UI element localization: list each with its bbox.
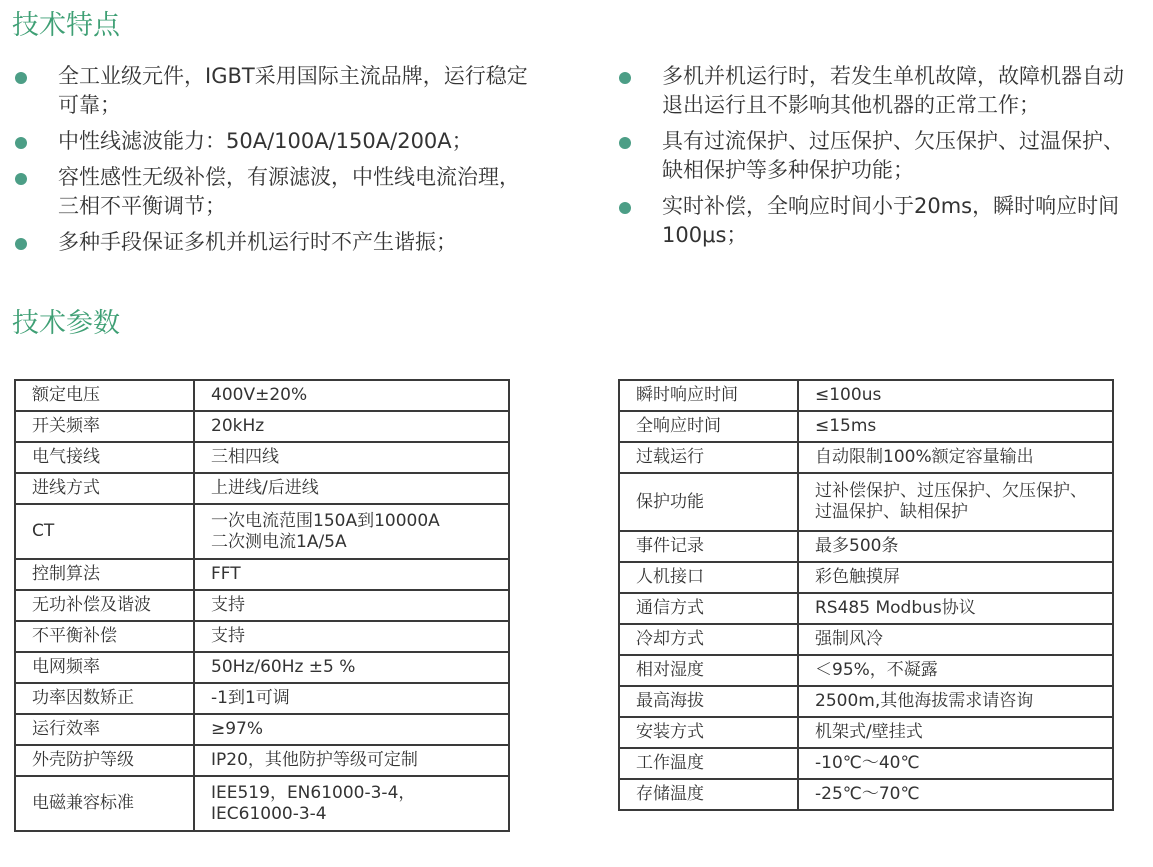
param-label: 控制算法	[15, 559, 194, 590]
bullet-dot-icon	[15, 238, 27, 250]
param-value: 彩色触摸屏	[798, 562, 1113, 593]
param-row	[15, 652, 509, 683]
param-label: 事件记录	[619, 531, 798, 562]
param-row	[15, 745, 509, 776]
param-label: 通信方式	[619, 593, 798, 624]
bullet-dot-icon	[619, 72, 631, 84]
param-label: CT	[15, 504, 194, 559]
param-row	[619, 717, 1113, 748]
param-value: ＜95%，不凝露	[798, 655, 1113, 686]
param-row	[15, 504, 509, 559]
param-label: 电网频率	[15, 652, 194, 683]
param-row	[15, 473, 509, 504]
param-label: 无功补偿及谐波	[15, 590, 194, 621]
param-value: 50Hz/60Hz ±5 %	[194, 652, 509, 683]
features-section-title: 技术特点	[12, 10, 120, 41]
param-label: 过载运行	[619, 442, 798, 473]
param-value: 机架式/壁挂式	[798, 717, 1113, 748]
param-label: 运行效率	[15, 714, 194, 745]
param-row	[15, 776, 509, 831]
param-value: IEE519，EN61000-3-4， IEC61000-3-4	[194, 776, 509, 831]
param-value: 2500m,其他海拔需求请咨询	[798, 686, 1113, 717]
bullet-dot-icon	[15, 137, 27, 149]
param-value: 最多500条	[798, 531, 1113, 562]
feature-item: 多种手段保证多机并机运行时不产生谐振；	[14, 228, 534, 257]
bullet-dot-icon	[15, 72, 27, 84]
bullet-dot-icon	[15, 173, 27, 185]
param-value: ≤100us	[798, 380, 1113, 411]
param-value: 自动限制100%额定容量输出	[798, 442, 1113, 473]
param-label: 全响应时间	[619, 411, 798, 442]
param-value: RS485 Modbus协议	[798, 593, 1113, 624]
param-row	[15, 559, 509, 590]
param-value: 20kHz	[194, 411, 509, 442]
feature-item: 具有过流保护、过压保护、欠压保护、过温保护、缺相保护等多种保护功能；	[618, 127, 1138, 185]
param-row	[619, 562, 1113, 593]
param-row	[619, 624, 1113, 655]
param-value: ≥97%	[194, 714, 509, 745]
param-row	[619, 655, 1113, 686]
feature-item: 容性感性无级补偿，有源滤波，中性线电流治理，三相不平衡调节；	[14, 163, 534, 221]
param-row	[15, 380, 509, 411]
param-label: 电气接线	[15, 442, 194, 473]
param-row	[619, 442, 1113, 473]
param-row	[15, 411, 509, 442]
param-value: 过补偿保护、过压保护、欠压保护、 过温保护、缺相保护	[798, 473, 1113, 531]
param-row	[619, 473, 1113, 531]
param-row	[15, 683, 509, 714]
param-value: 支持	[194, 590, 509, 621]
param-value: 三相四线	[194, 442, 509, 473]
features-right-column	[618, 62, 1138, 257]
param-label: 人机接口	[619, 562, 798, 593]
param-label: 保护功能	[619, 473, 798, 531]
params-section-title: 技术参数	[12, 308, 120, 339]
param-row	[619, 593, 1113, 624]
param-row	[619, 748, 1113, 779]
param-label: 电磁兼容标准	[15, 776, 194, 831]
param-value: ≤15ms	[798, 411, 1113, 442]
param-label: 安装方式	[619, 717, 798, 748]
feature-item: 全工业级元件，IGBT采用国际主流品牌，运行稳定可靠；	[14, 62, 534, 120]
param-label: 开关频率	[15, 411, 194, 442]
param-label: 冷却方式	[619, 624, 798, 655]
params-table-left	[14, 379, 510, 832]
param-row	[619, 686, 1113, 717]
param-row	[15, 590, 509, 621]
param-value: 400V±20%	[194, 380, 509, 411]
param-value: 上进线/后进线	[194, 473, 509, 504]
param-row	[15, 442, 509, 473]
param-label: 功率因数矫正	[15, 683, 194, 714]
param-label: 最高海拔	[619, 686, 798, 717]
param-row	[619, 380, 1113, 411]
param-row	[15, 621, 509, 652]
param-label: 相对湿度	[619, 655, 798, 686]
param-row	[619, 779, 1113, 810]
param-row	[619, 411, 1113, 442]
feature-item: 多机并机运行时，若发生单机故障，故障机器自动退出运行且不影响其他机器的正常工作；	[618, 62, 1138, 120]
param-value: 一次电流范围150A到10000A 二次测电流1A/5A	[194, 504, 509, 559]
feature-item: 实时补偿，全响应时间小于20ms，瞬时响应时间100μs；	[618, 192, 1138, 250]
param-label: 额定电压	[15, 380, 194, 411]
param-value: IP20，其他防护等级可定制	[194, 745, 509, 776]
param-label: 工作温度	[619, 748, 798, 779]
param-value: -1到1可调	[194, 683, 509, 714]
param-value: FFT	[194, 559, 509, 590]
param-label: 进线方式	[15, 473, 194, 504]
bullet-dot-icon	[619, 137, 631, 149]
param-value: -25℃～70℃	[798, 779, 1113, 810]
param-value: -10℃～40℃	[798, 748, 1113, 779]
features-left-column	[14, 62, 534, 264]
param-label: 瞬时响应时间	[619, 380, 798, 411]
bullet-dot-icon	[619, 202, 631, 214]
feature-item: 中性线滤波能力：50A/100A/150A/200A；	[14, 127, 534, 156]
param-row	[15, 714, 509, 745]
param-value: 支持	[194, 621, 509, 652]
param-label: 不平衡补偿	[15, 621, 194, 652]
param-value: 强制风冷	[798, 624, 1113, 655]
param-label: 存储温度	[619, 779, 798, 810]
param-row	[619, 531, 1113, 562]
param-label: 外壳防护等级	[15, 745, 194, 776]
params-table-right	[618, 379, 1114, 811]
